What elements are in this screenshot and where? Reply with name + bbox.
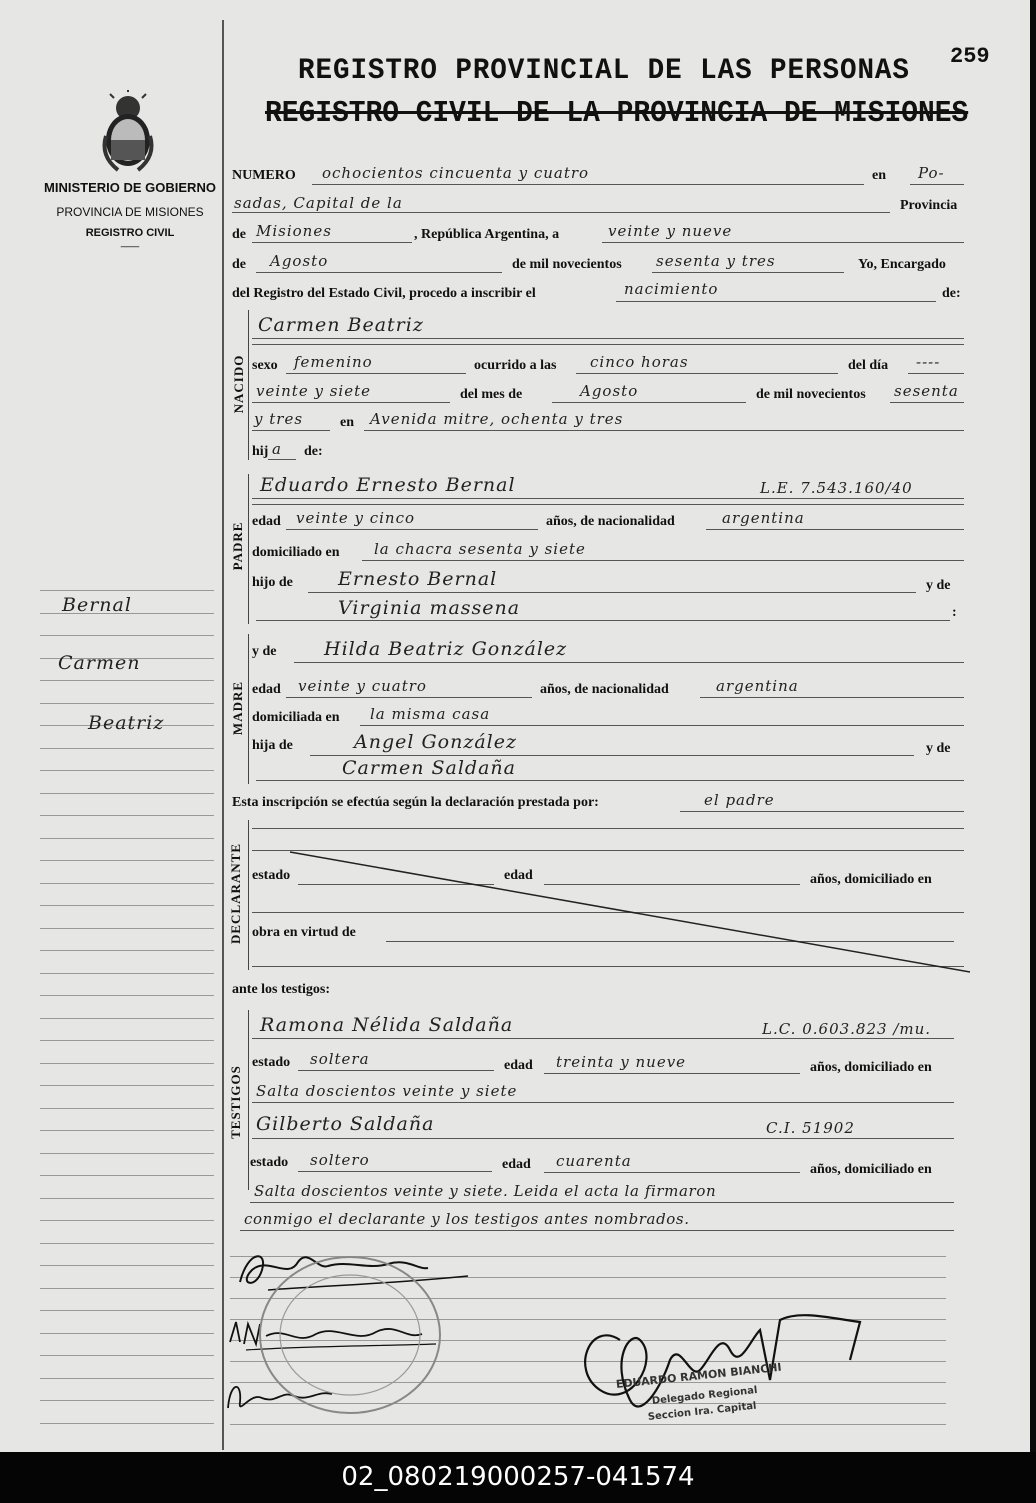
margin-rule-line [40,770,214,771]
label-del-mes: del mes de [460,387,523,402]
margin-rule-line [40,1378,214,1379]
ministry-line3: REGISTRO CIVIL [85,227,175,239]
value-t2-edad: cuarenta [556,1152,632,1170]
value-provincia: Misiones [256,222,332,240]
margin-rule-line [40,1220,214,1221]
label-t2-anos: años, domiciliado en [810,1162,932,1177]
value-t1-dom: Salta doscientos veinte y siete [256,1082,518,1100]
margin-rule-line [40,1265,214,1266]
margin-rule-line [40,1130,214,1131]
declarante-cancel-stroke [250,820,972,980]
label-decl-anos: años, domiciliado en [810,872,932,887]
value-acto: nacimiento [624,280,719,298]
value-lugar: sadas, Capital de la [234,194,403,212]
margin-rule-line [40,635,214,636]
margin-surname: Bernal [62,594,132,616]
margin-rule-line [40,703,214,704]
value-madre-nombre: Hilda Beatriz González [324,638,568,660]
coat-of-arms-icon [96,90,160,176]
label-padre-hijo-de: hijo de [252,575,293,590]
value-dia: veinte y nueve [608,222,733,240]
value-t1-edad: treinta y nueve [556,1053,687,1071]
label-decl-estado: estado [252,868,291,883]
margin-rule-line [40,1153,214,1154]
stamp-line1: EDUARDO RAMON BIANCHI [615,1360,783,1391]
margin-rule-line [40,883,214,884]
value-lugar-nac: Avenida mitre, ochenta y tres [370,410,624,428]
label-de-colon: de: [942,286,961,301]
label-del-registro: del Registro del Estado Civil, procedo a inscribir el [232,286,536,301]
stamp-line2: Delegado Regional [651,1384,758,1407]
stamp-line3: Seccion Ira. Capital [647,1400,758,1423]
value-padre-doc: L.E. 7.543.160/40 [760,479,913,497]
section-madre: MADRE [230,680,245,736]
margin-rule-line [40,815,214,816]
label-inscripcion: Esta inscripción se efectúa según la declaración prestada por: [232,795,599,810]
label-testigos: ante los testigos: [232,982,330,997]
value-declarante: el padre [704,791,775,809]
value-padre-madre: Virginia massena [338,597,521,619]
label-decl-edad: edad [504,868,533,883]
value-madre-madre: Carmen Saldaña [342,757,516,779]
label-t1-edad: edad [504,1058,533,1073]
label-t2-edad: edad [502,1157,531,1172]
value-hora: cinco horas [590,353,689,371]
section-padre: PADRE [230,521,245,571]
label-colon: : [952,605,957,620]
label-de-mil2: de mil novecientos [756,387,866,402]
margin-rule-line [40,838,214,839]
margin-rule-line [40,1423,214,1424]
label-obra: obra en virtud de [252,925,356,940]
margin-first-name: Carmen [58,652,141,674]
margin-rule-line [40,860,214,861]
value-del-dia: ---- [916,353,941,371]
label-yo: Yo, Encargado [858,257,946,272]
margin-rule-line [40,680,214,681]
label-numero: NUMERO [232,168,296,183]
label-padre-edad: edad [252,514,281,529]
label-padre-dom: domiciliado en [252,545,340,560]
margin-rule-line [40,590,214,591]
label-de-prov: de [232,227,246,242]
value-mes-nac: Agosto [580,382,639,400]
margin-rule-line [40,1063,214,1064]
margin-rule-line [40,995,214,996]
ministry-line1: MINISTERIO DE GOBIERNO [44,180,216,195]
value-sexo: femenino [294,353,373,371]
margin-rule-line [40,748,214,749]
margin-rule-line [40,1175,214,1176]
margin-rule-line [40,793,214,794]
value-madre-edad: veinte y cuatro [298,677,427,695]
value-padre-nac: argentina [722,509,805,527]
label-provincia: Provincia [900,198,958,213]
value-hij-suffix: a [272,440,282,458]
margin-rule-line [40,1085,214,1086]
value-nombre: Carmen Beatriz [258,314,424,336]
margin-rule-line [40,905,214,906]
margin-rule-line [40,973,214,974]
label-t1-estado: estado [252,1055,291,1070]
margin-rule-line [40,950,214,951]
label-en2: en [340,415,354,430]
label-sexo: sexo [252,358,278,373]
label-madre-y-de: y de [252,644,277,659]
value-t2-dom: Salta doscientos veinte y siete. Leida el acta la firmaron [254,1182,717,1200]
page-number: 259 [950,44,990,69]
margin-rule-line [40,1333,214,1334]
label-republica: , República Argentina, a [414,227,560,242]
header-title-struck: REGISTRO CIVIL DE LA PROVINCIA DE MISIONES [265,96,969,131]
label-madre-dom: domiciliada en [252,710,340,725]
ministry-line2: PROVINCIA DE MISIONES [56,205,204,219]
value-testigo2-doc: C.I. 51902 [766,1119,855,1137]
label-madre-nac: años, de nacionalidad [540,682,669,697]
margin-rule-line [40,1108,214,1109]
value-testigo1: Ramona Nélida Saldaña [260,1014,514,1036]
label-de-hij: de: [304,444,323,459]
header-title-top: REGISTRO PROVINCIAL DE LAS PERSONAS [298,54,910,88]
value-anio: sesenta y tres [656,252,776,270]
value-cierre: conmigo el declarante y los testigos antes nombrados. [244,1210,690,1228]
section-nacido: NACIDO [231,354,246,414]
label-madre-hija-de: hija de [252,738,293,753]
label-padre-y-de: y de [926,578,951,593]
value-padre-dom: la chacra sesenta y siete [374,540,586,558]
value-madre-nac: argentina [716,677,799,695]
label-ocurrido: ocurrido a las [474,358,557,373]
value-numero: ochocientos cincuenta y cuatro [322,164,590,182]
ministry-line4: ___ [120,236,140,248]
value-en: Po- [918,164,945,182]
margin-second-name: Beatriz [88,712,165,734]
label-de-mil: de mil novecientos [512,257,622,272]
margin-rule-line [40,1400,214,1401]
margin-rule-line [40,1288,214,1289]
label-hij: hij [252,444,269,459]
value-mes: Agosto [270,252,329,270]
section-declarante: DECLARANTE [228,842,243,944]
label-madre-y-de2: y de [926,741,951,756]
margin-rule-line [40,1018,214,1019]
value-testigo2: Gilberto Saldaña [256,1113,435,1135]
label-padre-nac: años, de nacionalidad [546,514,675,529]
margin-rule-line [40,1310,214,1311]
value-anio-nac-a: sesenta [894,382,959,400]
label-madre-edad: edad [252,682,281,697]
margin-rule-line [40,1243,214,1244]
margin-rule-line [40,1040,214,1041]
label-del-dia: del día [848,358,889,373]
value-testigo1-doc: L.C. 0.603.823 /mu. [762,1020,932,1038]
document-id-footer: 02_080219000257-041574 [0,1452,1036,1503]
margin-rule-line [40,1198,214,1199]
label-t2-estado: estado [250,1155,289,1170]
value-dia-nac: veinte y siete [256,382,372,400]
value-padre-nombre: Eduardo Ernesto Bernal [260,474,516,496]
label-t1-anos: años, domiciliado en [810,1060,932,1075]
label-de-mes: de [232,257,246,272]
margin-rule-line [40,1355,214,1356]
value-madre-padre: Angel González [354,731,518,753]
value-padre-padre: Ernesto Bernal [338,568,498,590]
section-testigos: TESTIGOS [228,1065,243,1139]
value-madre-dom: la misma casa [370,705,491,723]
value-padre-edad: veinte y cinco [296,509,416,527]
margin-rule-line [40,928,214,929]
official-seal-icon [250,1250,450,1420]
label-en: en [872,168,886,183]
value-t1-estado: soltera [310,1050,370,1068]
value-anio-nac-b: y tres [254,410,304,428]
value-t2-estado: soltero [310,1151,370,1169]
